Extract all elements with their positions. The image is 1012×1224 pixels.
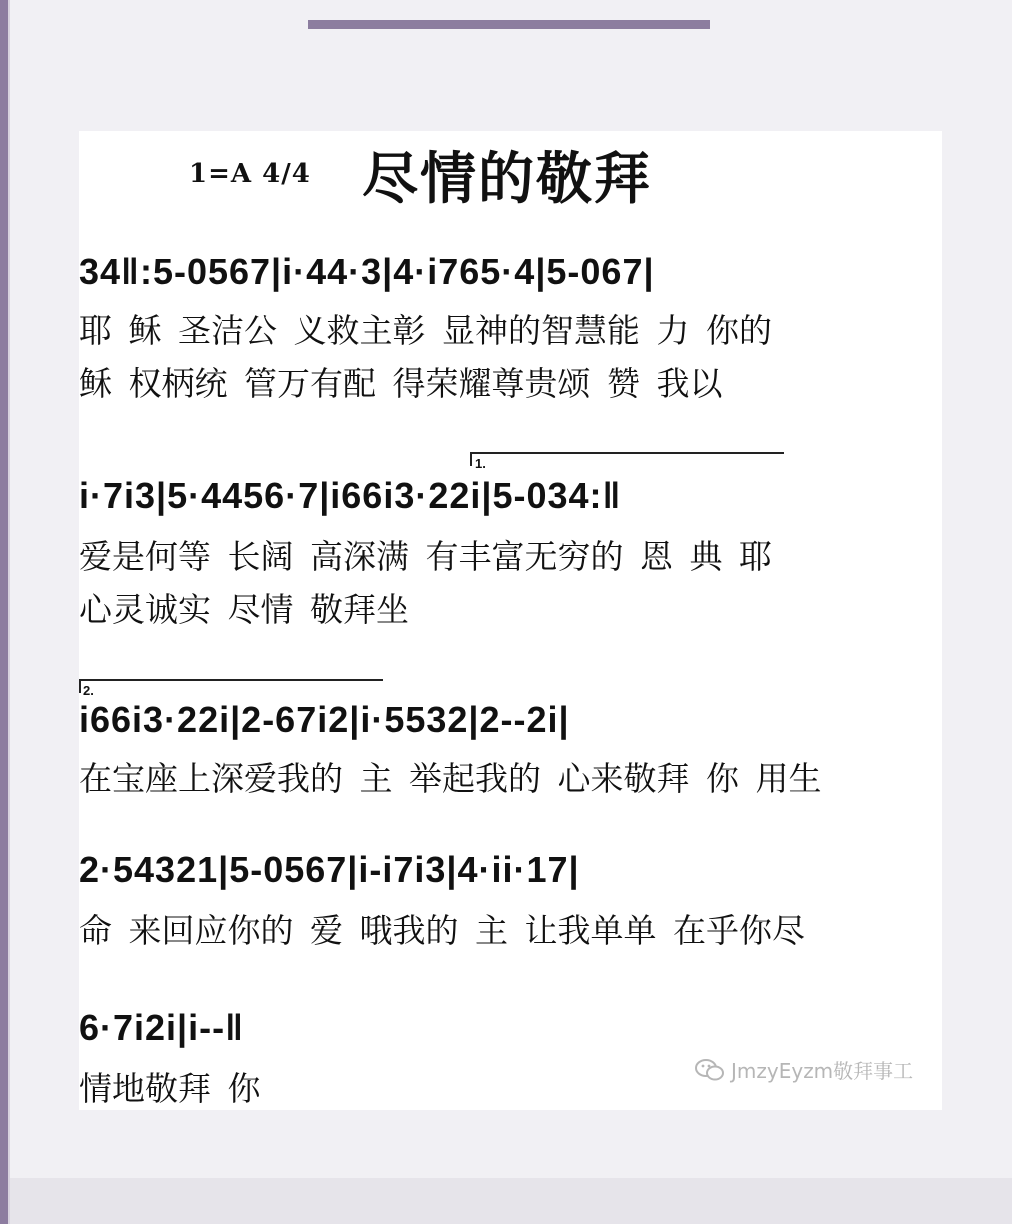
- volta-bracket-1: [470, 452, 784, 466]
- volta-bracket-2: [79, 679, 383, 693]
- notation-line-1: 34‖:5-0567|i·44·3|4·i765·4|5-067|: [79, 251, 655, 292]
- lyric-line-1b: 稣 权柄统 管万有配 得荣耀尊贵颂 赞 我以: [79, 364, 723, 403]
- lyric-line-1a: 耶 稣 圣洁公 义救主彰 显神的智慧能 力 你的: [79, 311, 772, 350]
- left-border: [0, 0, 8, 1224]
- watermark-text: JmzyEyzm敬拜事工: [731, 1059, 914, 1083]
- lyric-line-5: 情地敬拜 你: [79, 1069, 261, 1108]
- bottom-band: [10, 1178, 1012, 1224]
- song-title: 尽情的敬拜: [362, 146, 652, 212]
- score-sheet: [79, 131, 942, 1110]
- lyric-line-3: 在宝座上深爱我的 主 举起我的 心来敬拜 你 用生: [79, 759, 822, 798]
- volta-number-2: 2.: [83, 683, 94, 698]
- watermark: [695, 1055, 913, 1087]
- top-divider: [308, 20, 710, 29]
- lyric-line-2a: 爱是何等 长阔 高深满 有丰富无穷的 恩 典 耶: [79, 537, 772, 576]
- notation-line-5: 6·7i2i|i--‖: [79, 1007, 245, 1048]
- key-signature: 1=A 4/4: [189, 159, 311, 189]
- notation-line-4: 2·54321|5-0567|i-i7i3|4·ii·17|: [79, 849, 580, 890]
- lyric-line-2b: 心灵诚实 尽情 敬拜坐: [79, 590, 409, 629]
- lyric-line-4: 命 来回应你的 爱 哦我的 主 让我单单 在乎你尽: [79, 911, 805, 950]
- notation-line-2: i·7i3|5·4456·7|i66i3·22i|5-034:‖: [79, 475, 622, 516]
- wechat-icon: [695, 1058, 725, 1087]
- volta-number-1: 1.: [475, 456, 486, 471]
- notation-line-3: i66i3·22i|2-67i2|i·5532|2--2i|: [79, 699, 570, 740]
